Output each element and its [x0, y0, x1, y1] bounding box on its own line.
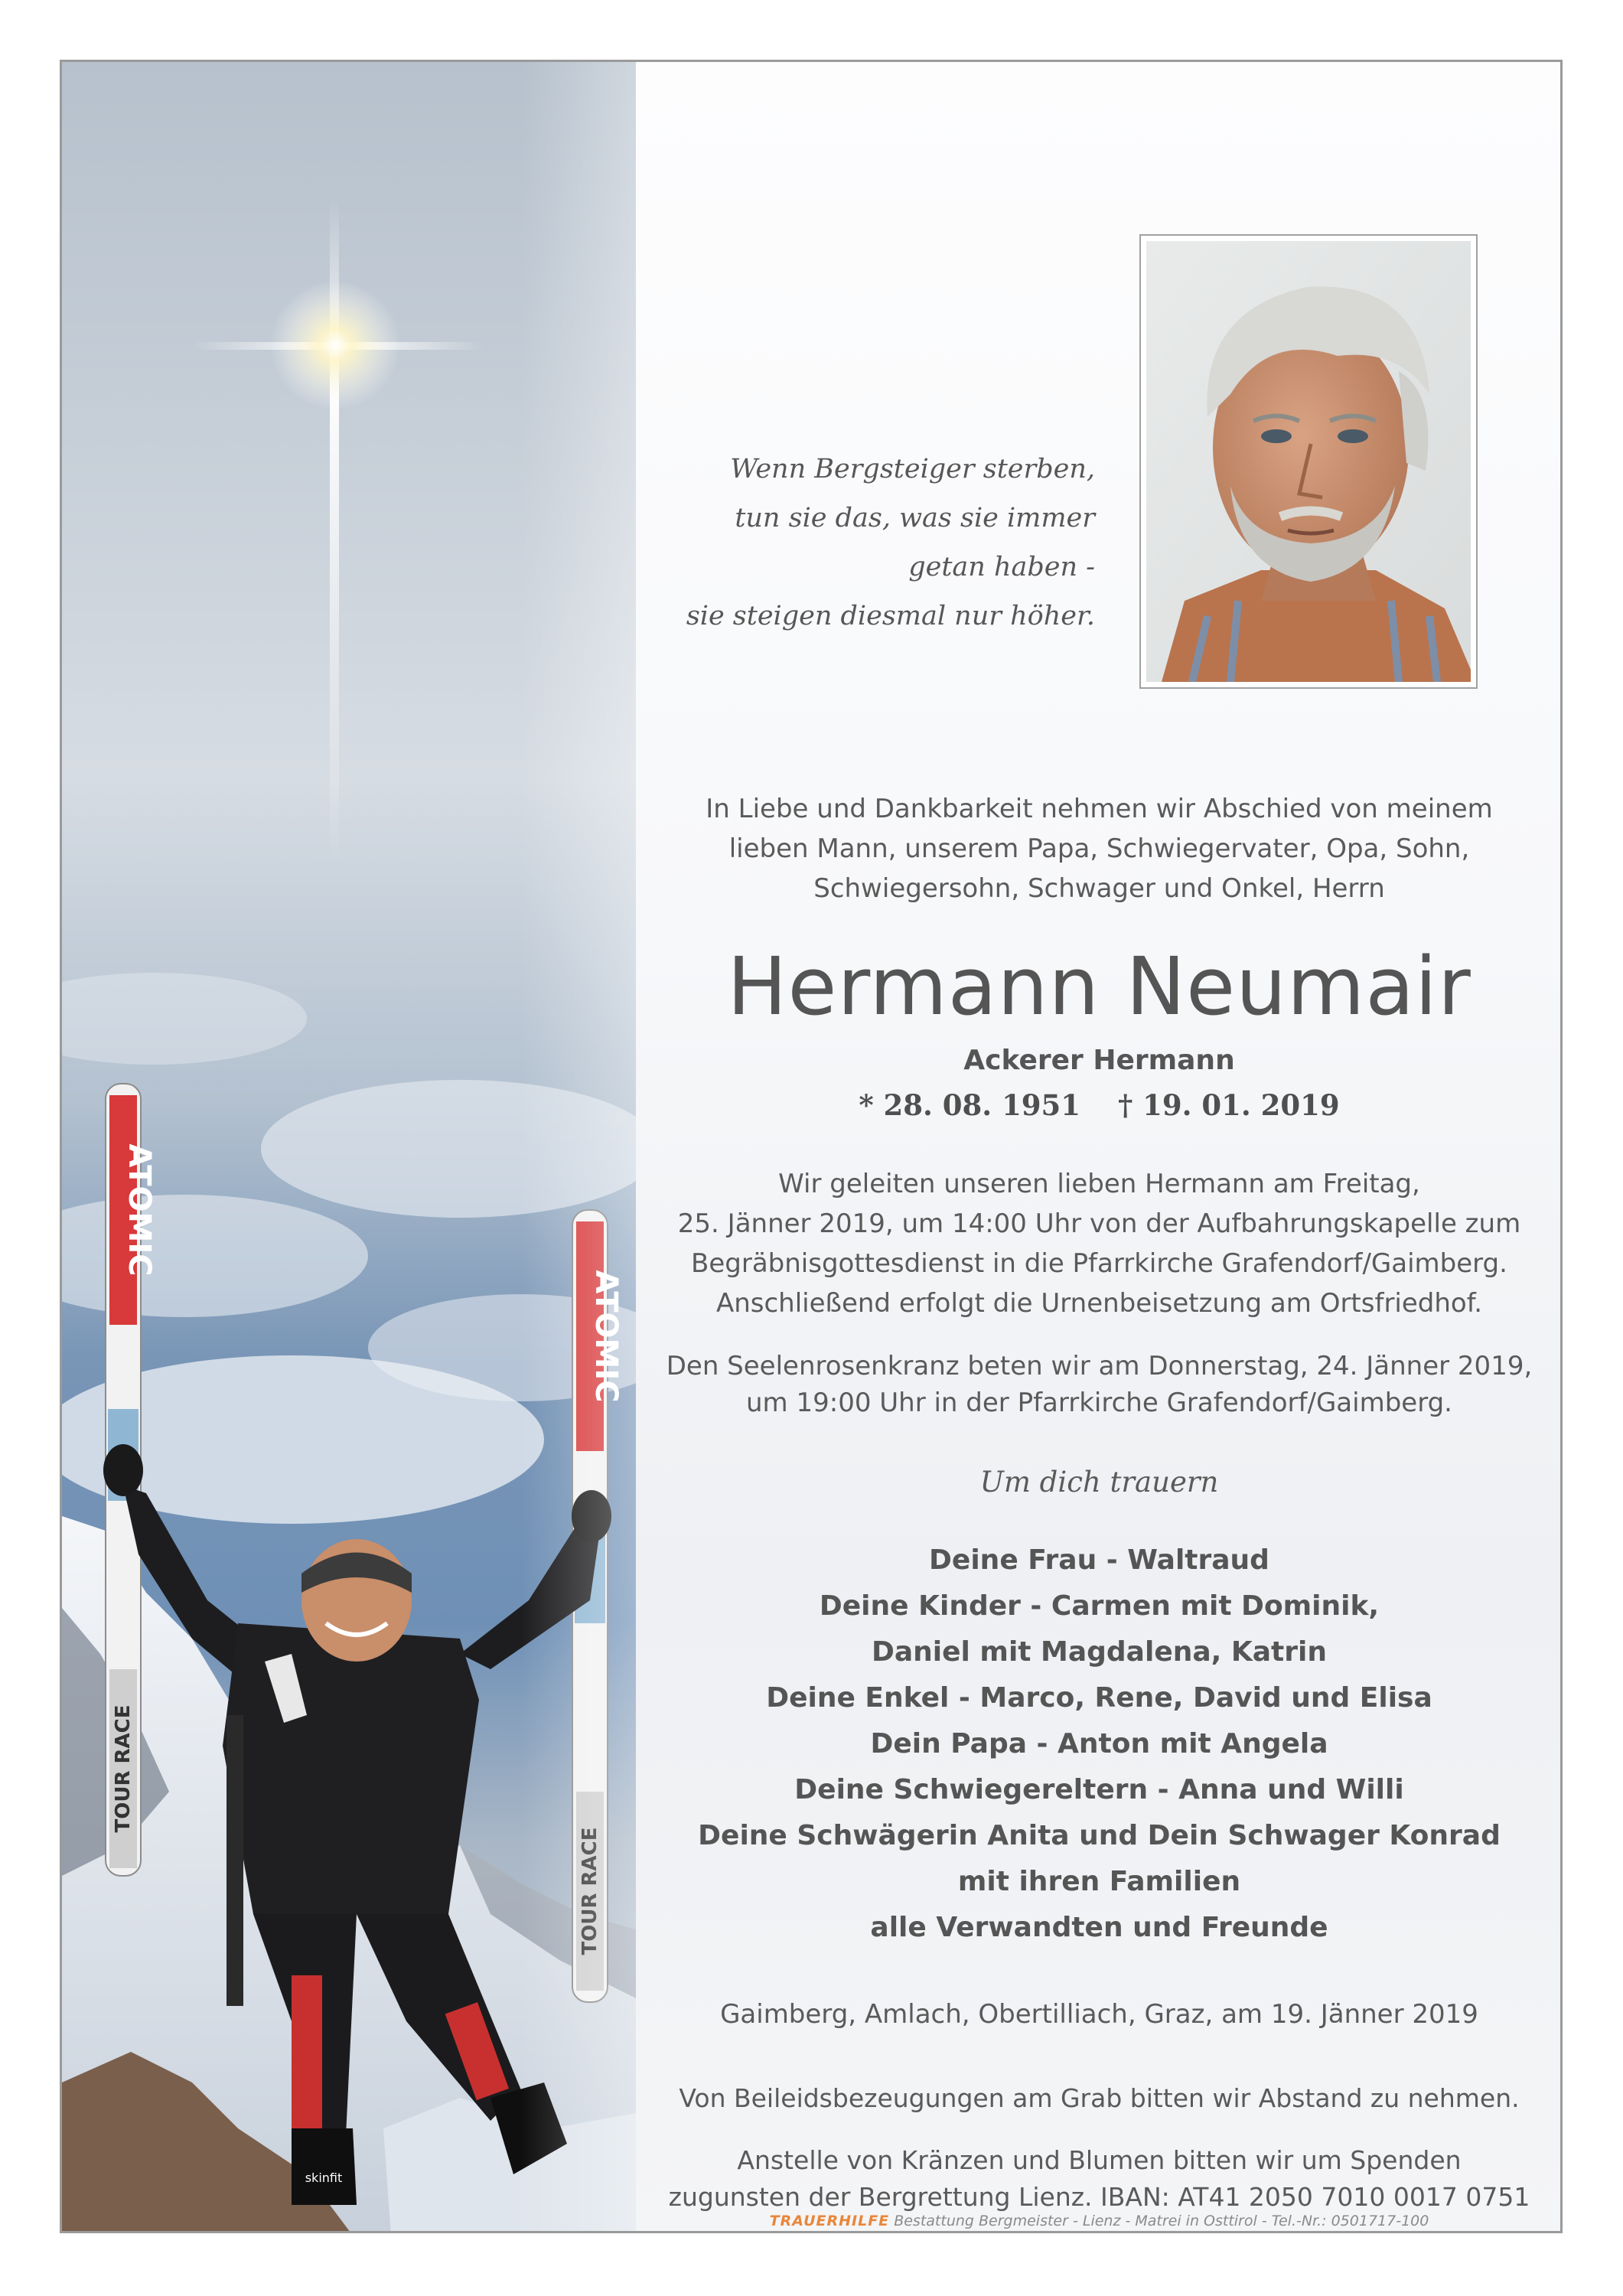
mourner-line: Deine Kinder - Carmen mit Dominik,: [819, 1590, 1380, 1622]
mourner-line: Deine Frau - Waltraud: [929, 1544, 1269, 1576]
ski-brand-label: ATOMIC: [122, 1143, 157, 1277]
ski-model-label: TOUR RACE: [112, 1704, 135, 1833]
obituary-card: [60, 60, 1563, 2233]
boot-logo: skinfit: [305, 2170, 343, 2185]
rosary-line: Den Seelenrosenkranz beten wir am Donnerstag, 24. Jänner 2019,: [666, 1351, 1533, 1381]
funeral-line: Anschließend erfolgt die Urnenbeisetzung am Ortsfriedhof.: [715, 1288, 1483, 1319]
poem-line: getan haben -: [908, 552, 1095, 582]
mourner-line: Dein Papa - Anton mit Angela: [870, 1728, 1328, 1760]
death-date: † 19. 01. 2019: [1117, 1088, 1340, 1122]
rosary-announcement: [636, 1348, 1563, 1421]
memorial-photo: [62, 62, 636, 2231]
light-cross-icon: [192, 200, 483, 866]
poem-line: Wenn Bergsteiger sterben,: [730, 454, 1095, 484]
deceased-name: Hermann Neumair: [727, 940, 1471, 1033]
funeral-announcement: [636, 1164, 1563, 1323]
obituary-text: [636, 62, 1563, 2231]
mourner-line: Deine Enkel - Marco, Rene, David und Elisa: [766, 1682, 1432, 1714]
mourner-line: alle Verwandten und Freunde: [870, 1912, 1328, 1943]
intro-text: [636, 789, 1563, 908]
portrait-photo: [1139, 234, 1478, 689]
mourner-line: Deine Schwiegereltern - Anna und Willi: [794, 1774, 1404, 1805]
condolence-request: Von Beileidsbezeugungen am Grab bitten wir Abstand zu nehmen.: [679, 2083, 1520, 2113]
poem: [666, 445, 1095, 641]
deceased-nickname: Ackerer Hermann: [963, 1045, 1235, 1076]
poem-line: tun sie das, was sie immer: [735, 503, 1095, 533]
funeral-line: Wir geleiten unseren lieben Hermann am Freitag,: [778, 1169, 1420, 1199]
funeral-home-logo: TRAUERHILFE: [769, 2213, 890, 2229]
birth-date: * 28. 08. 1951: [859, 1088, 1081, 1122]
mountain-summit-photo: [62, 62, 636, 2231]
donation-line: Anstelle von Kränzen und Blumen bitten wir um Spenden: [737, 2145, 1462, 2175]
funeral-home-info: Bestattung Bergmeister - Lienz - Matrei in Osttirol - Tel.-Nr.: 0501717-100: [894, 2213, 1429, 2229]
funeral-home-footer: [636, 2211, 1563, 2231]
donation-note: [636, 2142, 1563, 2216]
mourners-title: Um dich trauern: [979, 1466, 1219, 1499]
funeral-line: 25. Jänner 2019, um 14:00 Uhr von der Aufbahrungskapelle zum: [677, 1208, 1521, 1239]
intro-line: Schwiegersohn, Schwager und Onkel, Herrn: [813, 873, 1385, 904]
intro-line: lieben Mann, unserem Papa, Schwiegervater, Opa, Sohn,: [728, 833, 1470, 864]
mourners-list: [636, 1538, 1563, 1951]
mourner-line: mit ihren Familien: [957, 1866, 1241, 1897]
mourner-line: Daniel mit Magdalena, Katrin: [872, 1636, 1327, 1668]
poem-line: sie steigen diesmal nur höher.: [686, 601, 1095, 631]
place-and-date: Gaimberg, Amlach, Obertilliach, Graz, am 19. Jänner 2019: [720, 1999, 1478, 2030]
donation-line: zugunsten der Bergrettung Lienz. IBAN: AT41 2050 7010 0017 0751: [668, 2182, 1530, 2212]
rosary-line: um 19:00 Uhr in der Pfarrkirche Grafendorf/Gaimberg.: [746, 1388, 1452, 1418]
funeral-line: Begräbnisgottesdienst in die Pfarrkirche Grafendorf/Gaimberg.: [691, 1248, 1507, 1279]
portrait-image: [1146, 241, 1471, 682]
life-dates: [636, 1084, 1563, 1126]
intro-line: In Liebe und Dankbarkeit nehmen wir Abschied von meinem: [706, 794, 1493, 824]
mourner-line: Deine Schwägerin Anita und Dein Schwager Konrad: [698, 1820, 1501, 1851]
